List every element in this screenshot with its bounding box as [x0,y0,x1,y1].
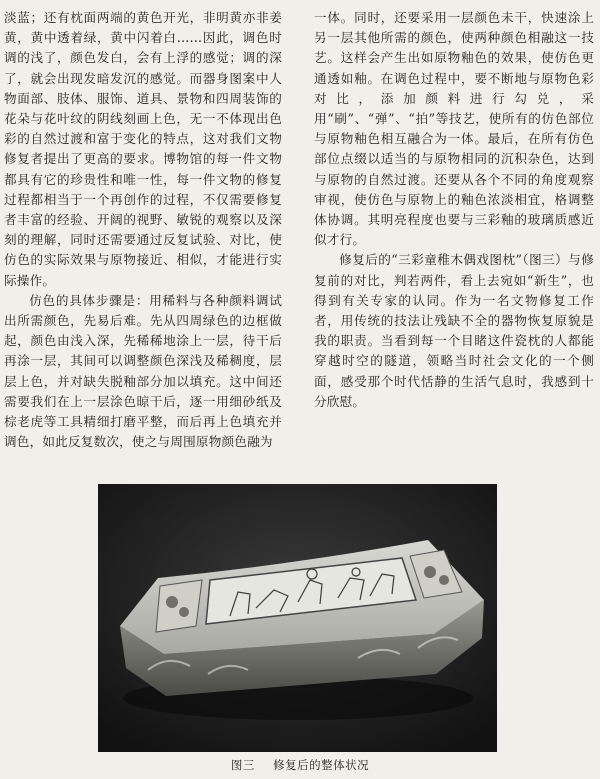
right-paragraph-2: 修复后的“三彩童稚木偶戏图枕”（图三）与修复前的对比，判若两件，看上去宛如“新生”，也得到有关专家的认同。作为一名文物修复工作者，用传统的技法让残缺不全的器物恢复原貌是我的职责。当看到每一个目睹这件瓷枕的人都能穿越时空的隧道，领略当时社会文化的一个侧面，感受那个时代恬静的生活气息时，我感到十分欣慰。 [314,252,594,409]
caption-text: 修复后的整体状况 [273,758,370,772]
caption-number: 图三 [230,758,255,772]
ceramic-pillow-illustration [98,484,497,752]
left-text-column [4,8,282,452]
left-paragraph-1: 淡蓝；还有枕面两端的黄色开光，非明黄亦非姜黄，黄中透着绿，黄中闪着白……因此，调色时调的浅了，颜色发白，会有上浮的感觉；调的深了，就会出现发暗发沉的感觉。而器身图案中人物面部、肢体、服饰、道具、景物和四周装饰的花朵与花叶纹的阴线刻画上色，无一不体现出色彩的自然过渡和富于变化的特点，这对我们文物修复者提出了更高的要求。博物馆的每一件文物都具有它的珍贵性和唯一性，每一件文物的修复过程都相当于一个再创作的过程，不仅需要修复者丰富的经验、开阔的视野、敏锐的观察以及深刻的理解，同时还需要通过反复试验、对比，使仿色的实际效果与原物接近、相似，才能进行实际操作。 [4,10,282,288]
left-paragraph-2: 仿色的具体步骤是：用稀料与各种颜料调试出所需颜色，先易后难。先从四周绿色的边框做起，颜色由浅入深，先稀稀地涂上一层，待干后再涂一层，其间可以调整颜色深浅及稀稠度，层层上色，并对缺失脱釉部分加以填充。这中间还需要我们在上一层涂色晾干后，逐一用细砂纸及棕老虎等工具精细打磨平整，而后再上色填充并调色，如此反复数次，使之与周围原物颜色融为 [4,292,282,450]
right-paragraph-1: 一体。同时，还要采用一层颜色未干，快速涂上另一层其他所需的颜色，使两种颜色相融这一技艺。这样会产生出如原物釉色的效果，使仿色更通透如釉。在调色过程中，要不断地与原物色彩对比，添加颜料进行勾兑，采用“刷”、“弹”、“拍”等技艺，使所有的仿色部位与原物釉色相互融合为一体。最后，在所有仿色部位点缀以适当的与原物相同的沉积杂色，达到与原物的自然过渡。还要从各个不同的角度观察审视，使仿色与原物上的釉色浓淡相宜，格调整体协调。其明亮程度也要与三彩釉的玻璃质感近似才行。 [314,10,594,248]
right-text-column [314,8,594,412]
restored-pillow-photo [98,484,497,752]
figure-caption [0,757,600,773]
left-end-panel [156,580,202,632]
